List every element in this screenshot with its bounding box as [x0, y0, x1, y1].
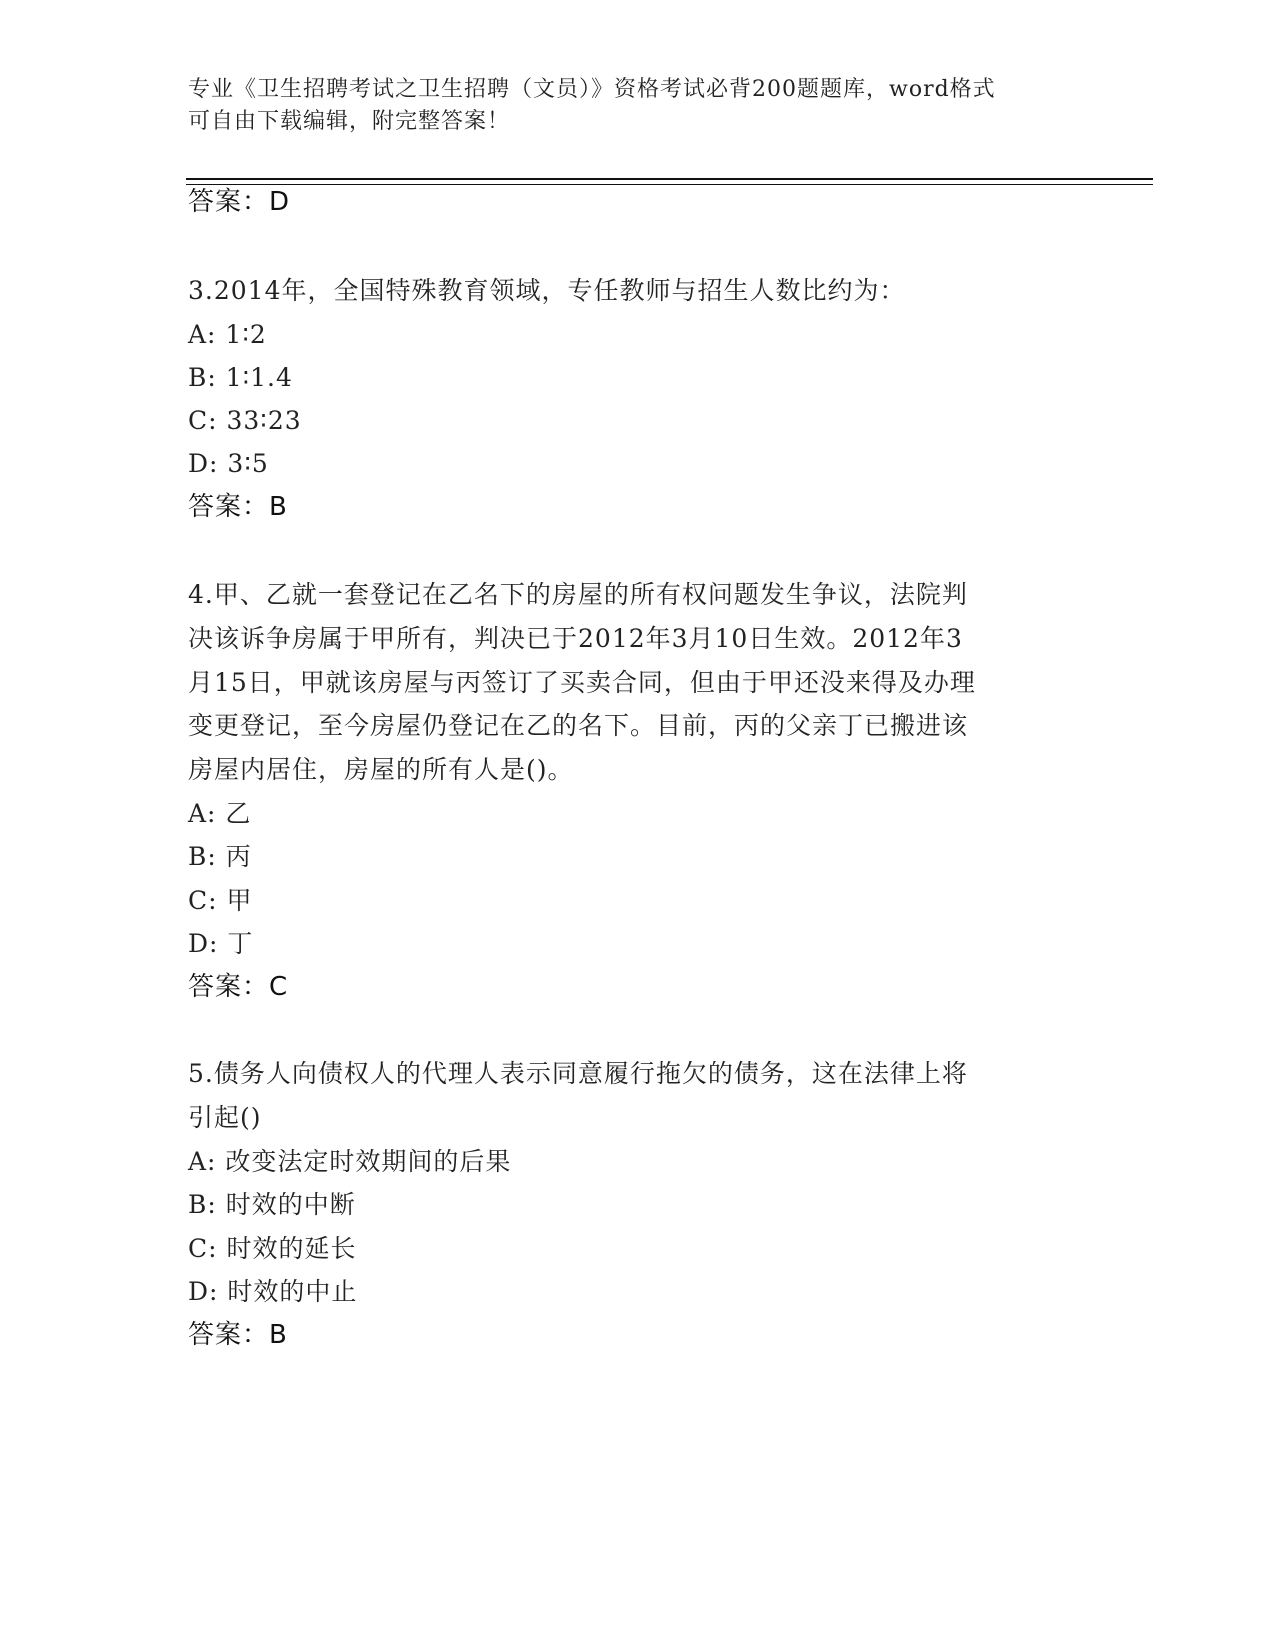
- question-4-option-b: B: 丙: [188, 842, 252, 871]
- question-3-option-b: B: 1∶1.4: [188, 363, 293, 392]
- question-3-option-c: C: 33∶23: [188, 406, 302, 435]
- header-line-1: 专业《卫生招聘考试之卫生招聘（文员）》资格考试必背200题题库，word格式: [188, 77, 996, 102]
- question-4-text-line-3: 月15日，甲就该房屋与丙签订了买卖合同，但由于甲还没来得及办理: [188, 668, 976, 697]
- question-4-option-d: D: 丁: [188, 929, 254, 958]
- header-divider-thin: [186, 184, 1153, 185]
- question-3-text: 3.2014年，全国特殊教育领域，专任教师与招生人数比约为：: [188, 276, 906, 305]
- header-line-2: 可自由下载编辑，附完整答案！: [188, 109, 511, 134]
- question-4-text-line-2: 决该诉争房属于甲所有，判决已于2012年3月10日生效。2012年3: [188, 624, 963, 653]
- question-5-option-a: A: 改变法定时效期间的后果: [188, 1147, 512, 1176]
- question-5-answer: 答案：B: [188, 1320, 288, 1350]
- question-4-answer: 答案：C: [188, 972, 289, 1002]
- question-4-option-a: A: 乙: [188, 799, 252, 828]
- question-3-option-a: A: 1∶2: [188, 320, 267, 349]
- page-header: [188, 74, 1068, 138]
- question-5-text-line-2: 引起(): [188, 1103, 262, 1132]
- question-4-text-line-4: 变更登记，至今房屋仍登记在乙的名下。目前，丙的父亲丁已搬进该: [188, 711, 969, 740]
- prev-answer: 答案：D: [188, 187, 291, 217]
- question-5-option-b: B: 时效的中断: [188, 1190, 356, 1219]
- question-5-option-d: D: 时效的中止: [188, 1277, 358, 1306]
- question-5-option-c: C: 时效的延长: [188, 1234, 357, 1263]
- question-4-option-c: C: 甲: [188, 886, 253, 915]
- question-3-answer: 答案：B: [188, 492, 288, 522]
- header-divider-thick: [186, 178, 1153, 180]
- question-4-text-line-5: 房屋内居住，房屋的所有人是()。: [188, 755, 574, 784]
- question-5-text-line-1: 5.债务人向债权人的代理人表示同意履行拖欠的债务，这在法律上将: [188, 1059, 968, 1088]
- question-4-text-line-1: 4.甲、乙就一套登记在乙名下的房屋的所有权问题发生争议，法院判: [188, 580, 968, 609]
- question-3-option-d: D: 3∶5: [188, 449, 269, 478]
